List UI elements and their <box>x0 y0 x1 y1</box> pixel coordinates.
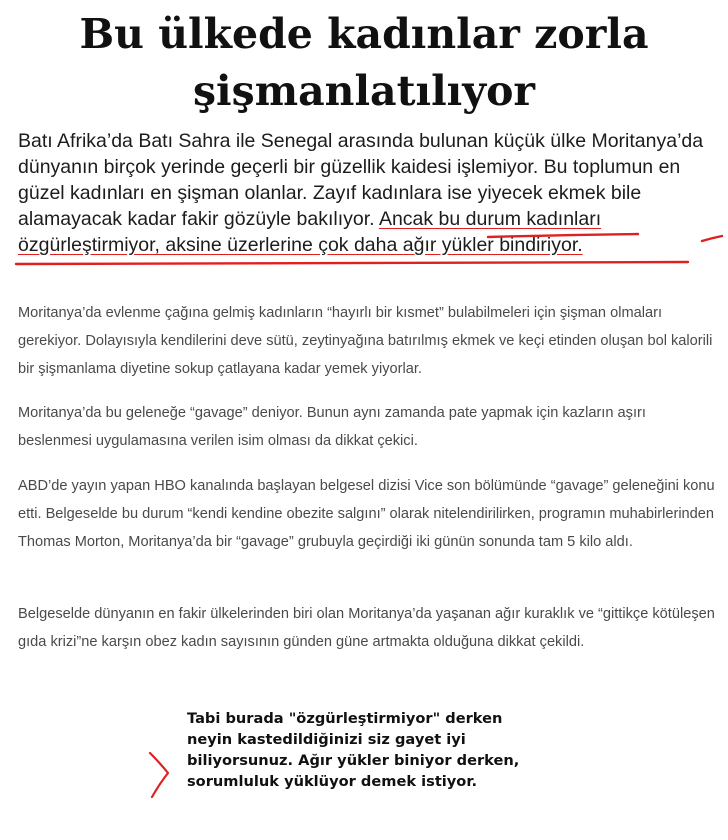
article-title-line-2: şişmanlatılıyor <box>192 67 536 115</box>
article-title-line-1: Bu ülkede kadınlar zorla <box>79 10 649 58</box>
lead-underlined-text: Ancak bu durum kadınları özgürleştirmiyor, aksine üzerlerine çok daha ağır yükler bindiriyor. <box>18 208 602 256</box>
article-paragraph-3: ABD’de yayın yapan HBO kanalında başlayan belgesel dizisi Vice son bölümünde “gavage” geleneğini konu etti. Belgeselde bu durum “kendi kendine obezite salgını” olarak nitelendirilirken, programın muhabirlerinden Thomas Morton, Moritanya’da bir “gavage” grubuyla geçirdiği iki günün sonunda tam 5 kilo aldı. <box>18 478 715 550</box>
article-paragraph-4: Belgeselde dünyanın en fakir ülkelerinden biri olan Moritanya’da yaşanan ağır kuraklık ve “gittikçe kötüleşen gıda krizi”ne karşın obez kadın sayısının günden güne artmakta olduğuna dikkat çekildi. <box>18 606 715 650</box>
annotation-note: Tabi burada "özgürleştirmiyor" derken neyin kastedildiğinizi siz gayet iyi biliyorsunuz. Ağır yükler biniyor derken, sorumluluk yüklüyor demek istiyor. <box>187 710 520 790</box>
red-arrow-mark <box>140 745 180 805</box>
red-underline-stroke-2 <box>16 262 688 264</box>
lead-text: Batı Afrika’da Batı Sahra ile Senegal arasında bulunan küçük ülke Moritanya’da dünyanın birçok yerinde geçerli bir güzellik kaidesi işlemiyor. Bu toplumun en güzel kadınları en şişman olanlar. Zayıf kadınlara ise yiyecek ekmek bile alamayacak kadar fakir gözüyle bakılıyor. <box>18 130 704 230</box>
red-margin-dash <box>702 236 722 241</box>
article-paragraph-1: Moritanya’da evlenme çağına gelmiş kadınların “hayırlı bir kısmet” bulabilmeleri için şişman olmaları gerekiyor. Dolayısıyla kendilerini deve sütü, zeytinyağına batırılmış ekmek ve keçi etinden oluşan bol kalorili bir şişmanlama diyetine sokup çatlayana kadar yemek yiyorlar. <box>18 305 713 377</box>
red-underline-stroke-1 <box>488 234 638 237</box>
red-arrow-stroke <box>150 753 168 797</box>
red-underline-mark <box>0 0 728 300</box>
article-paragraph-2: Moritanya’da bu geleneğe “gavage” deniyor. Bunun aynı zamanda pate yapmak için kazların aşırı beslenmesi uygulamasına verilen isim olması da dikkat çekici. <box>18 405 646 449</box>
